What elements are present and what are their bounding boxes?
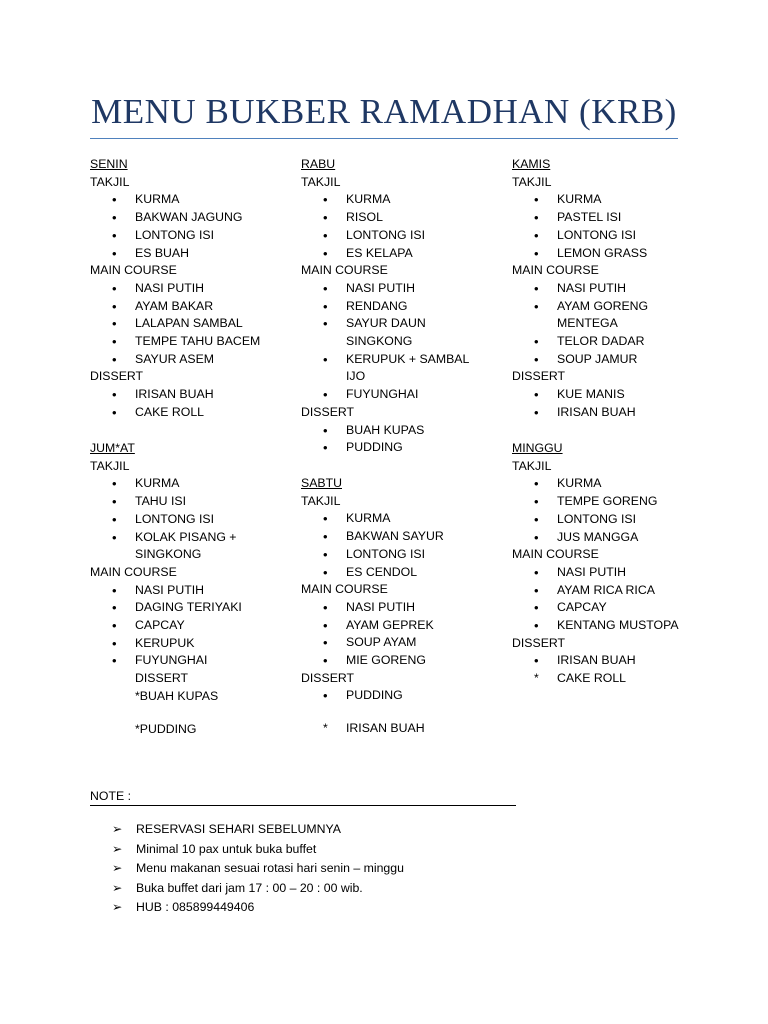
list-item: • LONTONG ISI [90,511,290,529]
list-item: • SAYUR DAUN SINGKONG [301,315,436,350]
menu-rabu [301,156,501,457]
takjil-heading: TAKJIL [512,458,552,473]
note-item [112,840,404,860]
list-item: • SAYUR ASEM [90,351,290,369]
menu-sabtu [301,475,501,738]
list-item: • PASTEL ISI [512,209,712,227]
list-item: • BAKWAN SAYUR [301,528,501,546]
note-text: HUB : 085899449406 [136,900,255,914]
list-item: • LONTONG ISI [301,546,501,564]
list-item: • KUE MANIS [512,386,712,404]
page-title: MENU BUKBER RAMADHAN (KRB) [91,92,677,131]
list-item: • KURMA [90,191,290,209]
arrow-bullet-icon: ➢ [112,822,123,836]
main-course-heading: MAIN COURSE [90,564,177,579]
main-course-heading: MAIN COURSE [512,263,599,278]
list-item: *PUDDING [135,721,197,736]
day-heading: MINGGU [512,441,563,455]
takjil-heading: TAKJIL [512,174,552,189]
list-item: • LONTONG ISI [90,227,290,245]
list-item: • TEMPE TAHU BACEM [90,333,290,351]
list-item: • ES CENDOL [301,564,501,582]
list-item: • MIE GORENG [301,652,501,670]
day-heading: SENIN [90,157,128,171]
asterisk-marker: * [323,721,328,736]
list-item: • KENTANG MUSTOPA [512,617,712,635]
list-item: • AYAM GORENG MENTEGA [512,298,667,333]
list-item: • NASI PUTIH [90,582,290,600]
list-item: • LONTONG ISI [301,227,501,245]
list-item: • KOLAK PISANG + SINGKONG [90,529,245,564]
takjil-heading: TAKJIL [90,458,130,473]
menu-jumat [90,440,290,738]
list-item: • IRISAN BUAH [90,386,290,404]
list-item: • BAKWAN JAGUNG [90,209,290,227]
list-item: • NASI PUTIH [512,564,712,582]
dissert-heading: DISSERT [301,404,355,419]
note-text: Menu makanan sesuai rotasi hari senin – minggu [136,861,404,875]
list-item: • JUS MANGGA [512,529,712,547]
list-item: • IRISAN BUAH [512,404,712,422]
list-item: • TAHU ISI [90,493,290,511]
list-item: • AYAM BAKAR [90,298,290,316]
list-item: • FUYUNGHAI [301,386,501,404]
list-item: • PUDDING [301,439,501,457]
note-item [112,820,404,840]
list-item: • LALAPAN SAMBAL [90,315,290,333]
list-item: • FUYUNGHAI [90,652,290,670]
list-item [512,670,712,688]
note-text: RESERVASI SEHARI SEBELUMNYA [136,822,342,836]
note-item [112,898,404,918]
day-heading: RABU [301,157,336,171]
list-item: • DAGING TERIYAKI [90,599,290,617]
list-item: • RISOL [301,209,501,227]
list-item: • CAPCAY [512,599,712,617]
list-item: • KURMA [301,191,501,209]
main-course-heading: MAIN COURSE [301,582,388,597]
note-item [112,879,404,899]
takjil-heading: TAKJIL [301,493,341,508]
note-item [112,859,404,879]
list-item: • LEMON GRASS [512,245,712,263]
list-item: • SOUP AYAM [301,634,501,652]
arrow-bullet-icon: ➢ [112,900,123,914]
dissert-heading: DISSERT [512,635,566,650]
dissert-heading: DISSERT [135,671,189,686]
list-item: • ES BUAH [90,245,290,263]
list-item [301,720,501,738]
list-item: • KURMA [512,475,712,493]
list-item: • TELOR DADAR [512,333,712,351]
list-item: • NASI PUTIH [301,280,501,298]
takjil-heading: TAKJIL [90,174,130,189]
day-heading: JUM*AT [90,441,135,455]
note-list [112,820,404,918]
list-item: • KURMA [512,191,712,209]
list-item: • KURMA [301,510,501,528]
asterisk-marker: * [534,671,539,686]
note-text: Minimal 10 pax untuk buka buffet [136,841,317,856]
list-item: • AYAM GEPREK [301,617,501,635]
list-item: • SOUP JAMUR [512,351,712,369]
day-heading: SABTU [301,476,342,490]
arrow-bullet-icon: ➢ [112,861,123,875]
arrow-bullet-icon: ➢ [112,880,123,895]
list-item: • KERUPUK [90,635,290,653]
list-item: • LONTONG ISI [512,227,712,245]
list-item: *BUAH KUPAS [135,688,219,703]
title-underline [90,138,678,139]
list-item: • LONTONG ISI [512,511,712,529]
list-item: • CAKE ROLL [90,404,290,422]
main-course-heading: MAIN COURSE [512,547,599,562]
note-text: Buka buffet dari jam 17 : 00 – 20 : 00 wib. [136,880,363,895]
dissert-heading: DISSERT [301,670,355,685]
menu-senin [90,156,290,422]
list-item-text: CAKE ROLL [557,671,627,686]
note-label: NOTE : [90,788,516,806]
list-item: • RENDANG [301,298,501,316]
arrow-bullet-icon: ➢ [112,841,123,856]
main-course-heading: MAIN COURSE [90,263,177,278]
list-item: • NASI PUTIH [301,599,501,617]
list-item: • CAPCAY [90,617,290,635]
list-item: • KERUPUK + SAMBAL IJO [301,351,471,386]
list-item: • NASI PUTIH [90,280,290,298]
day-heading: KAMIS [512,157,551,171]
list-item: • IRISAN BUAH [512,652,712,670]
list-item: • ES KELAPA [301,245,501,263]
list-item-text: IRISAN BUAH [346,721,425,736]
dissert-heading: DISSERT [512,369,566,384]
menu-kamis [512,156,712,422]
list-item: • PUDDING [301,687,501,705]
list-item: • BUAH KUPAS [301,422,501,440]
dissert-heading: DISSERT [90,369,144,384]
takjil-heading: TAKJIL [301,174,341,189]
list-item: • KURMA [90,475,290,493]
list-item: • NASI PUTIH [512,280,712,298]
list-item: • AYAM RICA RICA [512,582,712,600]
main-course-heading: MAIN COURSE [301,263,388,278]
list-item: • TEMPE GORENG [512,493,712,511]
menu-minggu [512,440,712,688]
